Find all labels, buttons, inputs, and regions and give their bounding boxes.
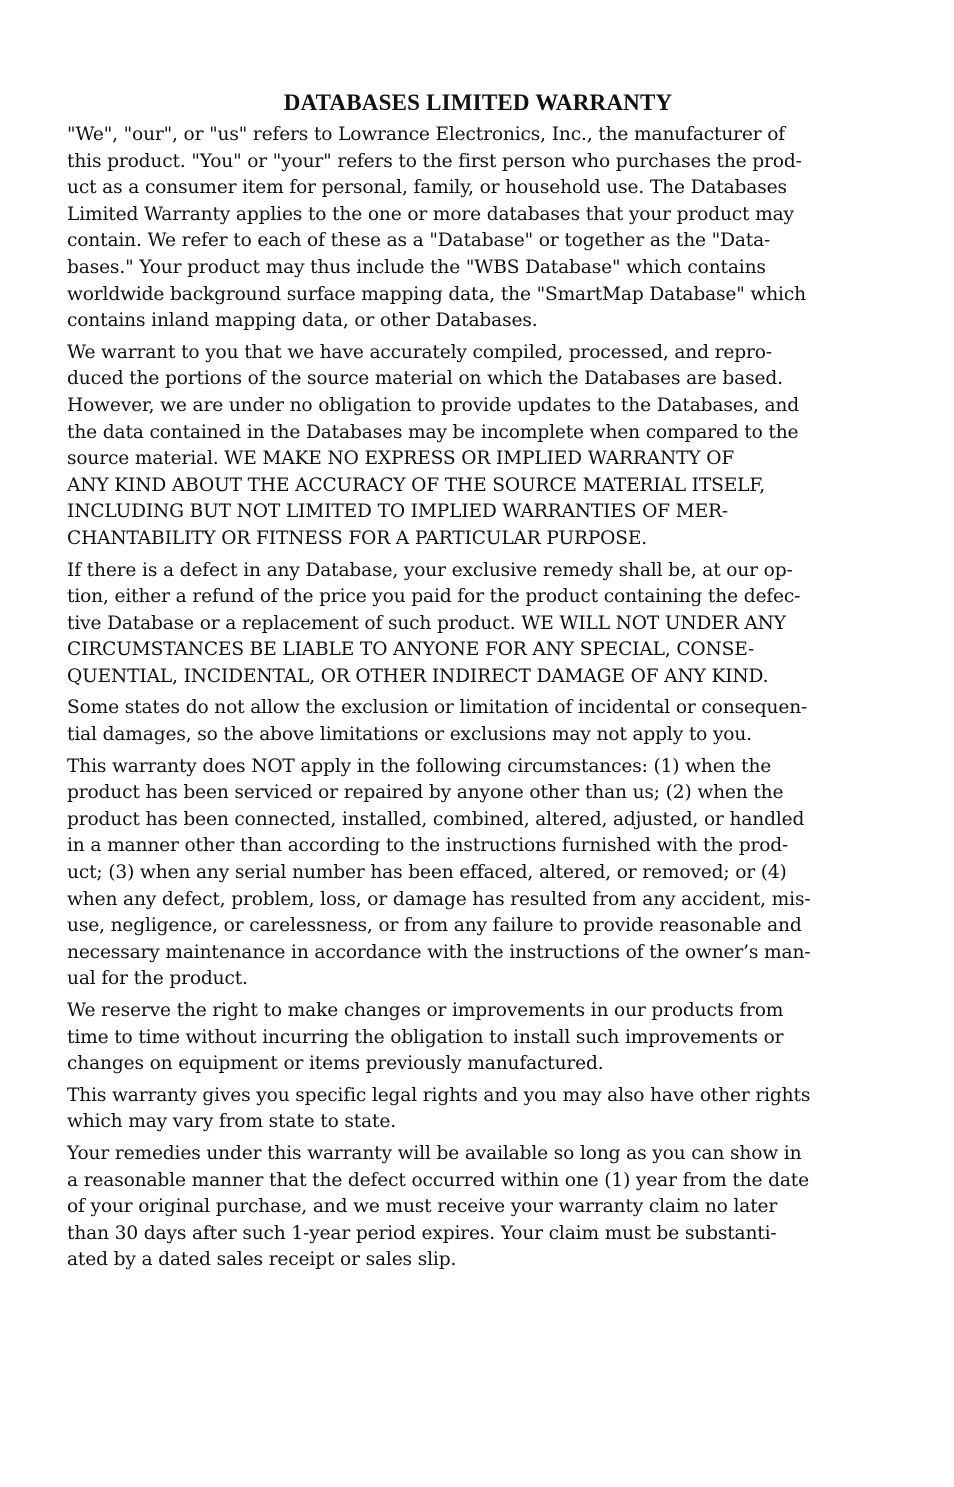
- paragraph-line: However, we are under no obligation to provide updates to the Databases, and: [67, 394, 800, 416]
- paragraph-line: a reasonable manner that the defect occurred within one (1) year from the date: [67, 1169, 809, 1191]
- paragraph-line: bases." Your product may thus include the "WBS Database" which contains: [67, 256, 766, 278]
- paragraph-line: in a manner other than according to the instructions furnished with the prod-: [67, 835, 789, 857]
- warranty-paragraph: [67, 340, 889, 553]
- warranty-paragraph: [67, 695, 889, 748]
- warranty-paragraph: [67, 754, 889, 993]
- paragraph-line: Limited Warranty applies to the one or more databases that your product may: [67, 203, 794, 225]
- paragraph-line: time to time without incurring the obligation to install such improvements or: [67, 1026, 784, 1048]
- paragraph-line: worldwide background surface mapping data, the "SmartMap Database" which: [67, 283, 806, 305]
- paragraph-line: We reserve the right to make changes or improvements in our products from: [67, 1000, 784, 1021]
- paragraph-line: uct; (3) when any serial number has been effaced, altered, or removed; or (4): [67, 862, 787, 884]
- warranty-paragraph: [67, 1141, 889, 1274]
- paragraph-line: of your original purchase, and we must receive your warranty claim no later: [67, 1196, 778, 1218]
- paragraph-line: QUENTIAL, INCIDENTAL, OR OTHER INDIRECT DAMAGE OF ANY KIND.: [67, 665, 769, 687]
- paragraph-line: INCLUDING BUT NOT LIMITED TO IMPLIED WARRANTIES OF MER-: [67, 501, 728, 523]
- paragraph-line: "We", "our", or "us" refers to Lowrance Electronics, Inc., the manufacturer of: [67, 124, 786, 145]
- paragraph-line: source material. WE MAKE NO EXPRESS OR IMPLIED WARRANTY OF: [67, 448, 735, 470]
- paragraph-line: This warranty gives you specific legal rights and you may also have other rights: [67, 1084, 811, 1106]
- paragraph-line: tial damages, so the above limitations or exclusions may not apply to you.: [67, 724, 752, 746]
- paragraph-line: contain. We refer to each of these as a "Database" or together as the "Data-: [67, 230, 771, 252]
- paragraph-line: changes on equipment or items previously manufactured.: [67, 1053, 604, 1075]
- paragraph-line: We warrant to you that we have accurately compiled, processed, and repro-: [67, 341, 772, 363]
- paragraph-line: ual for the product.: [67, 968, 248, 990]
- paragraph-line: when any defect, problem, loss, or damage has resulted from any accident, mis-: [67, 888, 811, 910]
- paragraph-line: If there is a defect in any Database, your exclusive remedy shall be, at our op-: [67, 559, 793, 581]
- paragraph-line: product has been connected, installed, combined, altered, adjusted, or handled: [67, 808, 805, 830]
- paragraph-line: uct as a consumer item for personal, family, or household use. The Databases: [67, 177, 787, 199]
- page-title: DATABASES LIMITED WARRANTY: [283, 90, 673, 115]
- warranty-paragraph: [67, 998, 889, 1078]
- paragraph-line: Some states do not allow the exclusion or limitation of incidental or consequen-: [67, 697, 808, 719]
- paragraph-line: Your remedies under this warranty will be available so long as you can show in: [67, 1142, 802, 1164]
- paragraph-line: use, negligence, or carelessness, or from any failure to provide reasonable and: [67, 915, 802, 937]
- paragraph-line: tive Database or a replacement of such product. WE WILL NOT UNDER ANY: [67, 612, 786, 634]
- warranty-paragraph: [67, 1083, 889, 1136]
- paragraph-line: ated by a dated sales receipt or sales slip.: [67, 1249, 457, 1271]
- paragraph-line: This warranty does NOT apply in the following circumstances: (1) when the: [67, 755, 772, 777]
- paragraph-line: than 30 days after such 1-year period expires. Your claim must be substanti-: [67, 1222, 777, 1244]
- warranty-paragraph: [67, 558, 889, 691]
- paragraph-line: CIRCUMSTANCES BE LIABLE TO ANYONE FOR ANY SPECIAL, CONSE-: [67, 639, 755, 661]
- document-body: [67, 122, 889, 1274]
- paragraph-line: ANY KIND ABOUT THE ACCURACY OF THE SOURCE MATERIAL ITSELF,: [67, 474, 765, 496]
- paragraph-line: duced the portions of the source material on which the Databases are based.: [67, 368, 783, 390]
- document-page: [67, 88, 889, 1279]
- paragraph-line: tion, either a refund of the price you paid for the product containing the defec-: [67, 586, 801, 608]
- paragraph-line: which may vary from state to state.: [67, 1111, 396, 1133]
- paragraph-line: necessary maintenance in accordance with the instructions of the owner’s man-: [67, 941, 811, 963]
- paragraph-line: product has been serviced or repaired by anyone other than us; (2) when the: [67, 782, 784, 804]
- paragraph-line: the data contained in the Databases may be incomplete when compared to the: [67, 421, 799, 443]
- paragraph-line: this product. "You" or "your" refers to the first person who purchases the prod-: [67, 150, 802, 172]
- paragraph-line: contains inland mapping data, or other Databases.: [67, 310, 538, 332]
- paragraph-line: CHANTABILITY OR FITNESS FOR A PARTICULAR PURPOSE.: [67, 527, 648, 549]
- warranty-paragraph: [67, 122, 889, 335]
